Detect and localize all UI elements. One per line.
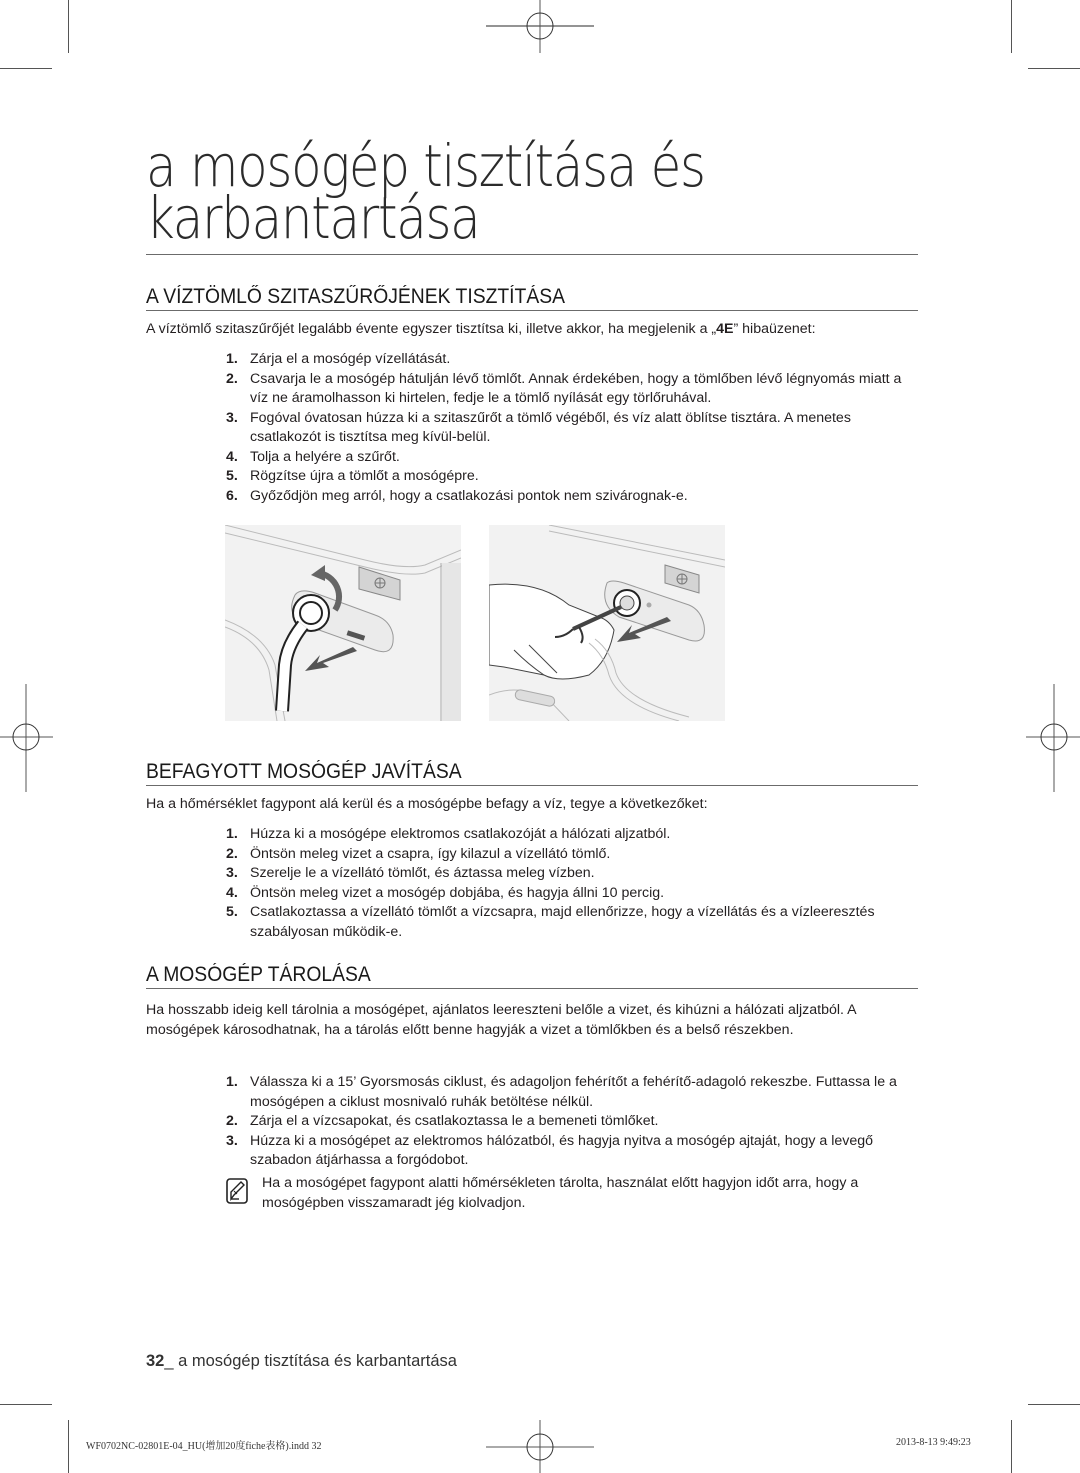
section-rule [146, 988, 918, 989]
note-pencil-icon [226, 1178, 248, 1204]
section-rule [146, 310, 918, 311]
print-slug-filename: WF0702NC-02801E-04_HU(增加20度fiche表格).indd 32 [86, 1441, 322, 1452]
list-item: 5. Csatlakoztassa a vízellátó tömlőt a vízcsapra, majd ellenőrizze, hogy a vízellátás és a vízleeresztés szabályosan működik-e. [226, 904, 875, 940]
section-intro: A víztömlő szitaszűrőjét legalább évente egyszer tisztítsa ki, illetve akkor, ha megjelenik a „4E” hibaüzenet: [146, 321, 816, 337]
list-item: 2. Zárja el a vízcsapokat, és csatlakoztassa le a bemeneti tömlőket. [226, 1113, 659, 1129]
section-intro: Ha hosszabb ideig kell tárolnia a mosógépet, ajánlatos leereszteni belőle a vizet, és kihúzni a hálózati aljzatból. A mosógépek károsodhatnak, ha a tárolás előtt benne hagyják a vizet a tömlőkben és a belső részekben. [146, 1002, 856, 1038]
registration-mark-left-icon [0, 684, 54, 792]
footer-chapter-label: a mosógép tisztítása és karbantartása [178, 1352, 457, 1370]
crop-mark-top-left [68, 0, 69, 53]
list-item: 3. Fogóval óvatosan húzza ki a szitaszűrőt a tömlő végéből, és víz alatt öblítse tisztára. A menetes csatlakozót is tisztítsa meg kívül-belül. [226, 409, 851, 445]
section-intro: Ha a hőmérséklet fagypont alá kerül és a mosógépbe befagy a víz, tegye a következőket: [146, 796, 708, 812]
list-item: 4. Öntsön meleg vizet a mosógép dobjába, és hagyja állni 10 percig. [226, 884, 665, 901]
crop-mark-bottom-right-h [1028, 1404, 1080, 1405]
crop-mark-bottom-left-h [0, 1404, 52, 1405]
list-item: 2. Csavarja le a mosógép hátulján lévő tömlőt. Annak érdekében, hogy a tömlőben lévő légnyomás miatt a víz ne áramolhasson ki hirtelen, fedje le a tömlő nyílását egy törlőruhával. [226, 370, 902, 406]
list-item: 5. Rögzítse újra a tömlőt a mosógépre. [226, 468, 479, 484]
chapter-title-line-2: karbantartása [146, 184, 480, 252]
list-item: 1. Húzza ki a mosógépe elektromos csatlakozóját a hálózati aljzatból. [226, 826, 671, 842]
chapter-title-rule [146, 254, 918, 255]
steps-list-frozen-washer [226, 825, 916, 942]
page-number: 32 [146, 1352, 165, 1370]
chapter-title-line-1: a mosógép tisztítása és [146, 132, 705, 200]
list-item: 1. Válassza ki a 15’ Gyorsmosás ciklust, és adagoljon fehérítőt a fehérítő-adagoló rekeszbe. Futtassa le a mosógépen a ciklust mosnivaló ruhák betöltése nélkül. [226, 1074, 897, 1110]
pull-filter-with-pliers-illustration [489, 525, 725, 721]
list-item: 1. Zárja el a mosógép vízellátását. [226, 351, 451, 367]
note-text: Ha a mosógépet fagypont alatti hőmérsékleten tárolta, használat előtt hagyjon időt arra, hogy a mosógépben visszamaradt jég kiolvadjon. [262, 1175, 859, 1211]
section-heading-frozen-washer: BEFAGYOTT MOSÓGÉP JAVÍTÁSA [146, 760, 462, 783]
crop-mark-top-right-h [1028, 68, 1080, 69]
crop-mark-bottom-right [1011, 1420, 1012, 1473]
unscrew-hose-illustration [225, 525, 461, 721]
list-item: 2. Öntsön meleg vizet a csapra, így kilazul a vízellátó tömlő. [226, 845, 611, 862]
list-item: 4. Tolja a helyére a szűrőt. [226, 448, 400, 465]
page-footer: 32_ a mosógép tisztítása és karbantartása [146, 1352, 457, 1370]
section-rule [146, 785, 918, 786]
crop-mark-bottom-left [68, 1420, 69, 1473]
list-item: 6. Győződjön meg arról, hogy a csatlakozási pontok nem szivárognak-e. [226, 487, 688, 504]
chapter-title [146, 132, 834, 252]
steps-list-hose-filter [226, 350, 916, 506]
section-heading-hose-filter: A VÍZTÖMLŐ SZITASZŰRŐJÉNEK TISZTÍTÁSA [146, 285, 566, 308]
steps-list-storage [226, 1073, 916, 1171]
crop-mark-top-left-h [0, 68, 52, 69]
section-heading-storage: A MOSÓGÉP TÁROLÁSA [146, 963, 371, 986]
crop-mark-top-right [1011, 0, 1012, 53]
list-item: 3. Szerelje le a vízellátó tömlőt, és áztassa meleg vízben. [226, 865, 595, 881]
list-item: 3. Húzza ki a mosógépet az elektromos hálózatból, és hagyja nyitva a mosógép ajtaját, hogy a levegő szabadon átjárhassa a forgódobot. [226, 1132, 874, 1168]
registration-mark-right-icon [1026, 684, 1080, 792]
print-slug-timestamp: 2013-8-13 9:49:23 [896, 1437, 971, 1448]
registration-mark-bottom-icon [486, 1420, 594, 1473]
error-code: 4E [716, 321, 734, 337]
registration-mark-top-icon [486, 0, 594, 54]
